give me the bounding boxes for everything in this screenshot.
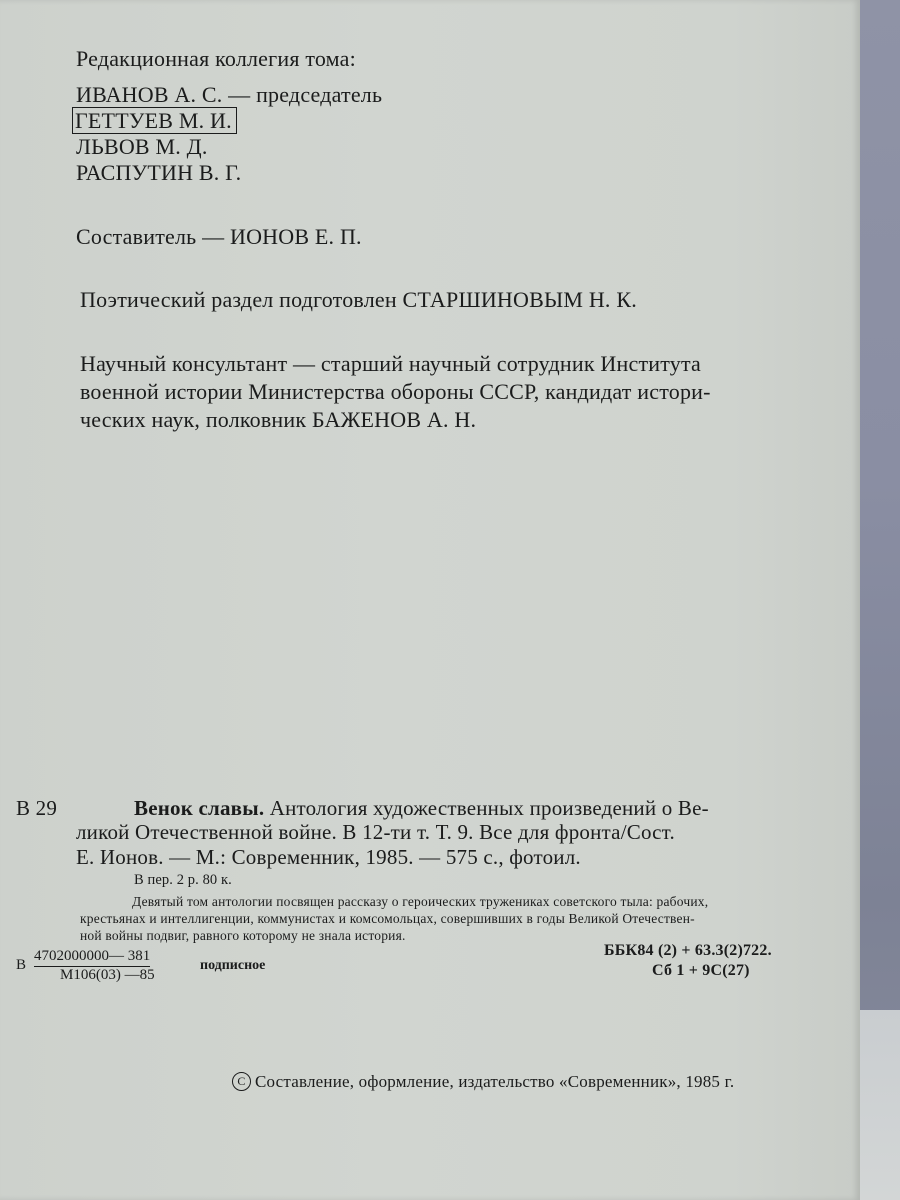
editorial-board-heading: Редакционная коллегия тома:: [76, 46, 356, 71]
catalog-line-1-rest: Антология художественных произведений о Ве-: [269, 796, 709, 820]
compiler-line: Составитель — ИОНОВ Е. П.: [76, 224, 362, 249]
copyright-line: [232, 1072, 734, 1093]
mourning-frame: ГЕТТУЕВ М. И.: [72, 107, 237, 134]
catalog-code-denominator: М106(03) —85: [60, 967, 155, 983]
bbk-line-1: ББК84 (2) + 63.3(2)722.: [604, 942, 772, 959]
copyright-text: Составление, оформление, издательство «Современник», 1985 г.: [255, 1072, 735, 1091]
cover-edge-lower: [860, 1010, 900, 1200]
consultant-line: ческих наук, полковник БАЖЕНОВ А. Н.: [80, 407, 477, 432]
board-member-chair: ИВАНОВ А. С. — председатель: [76, 82, 383, 107]
consultant-line: военной истории Министерства обороны СССР, кандидат истори-: [80, 379, 711, 404]
catalog-line-1: [134, 796, 709, 821]
catalog-line-2: ликой Отечественной войне. В 12-ти т. Т. 9. Все для фронта/Сост.: [76, 820, 675, 844]
catalog-code-note: подписное: [200, 958, 266, 973]
catalog-code-numerator: 4702000000— 381: [34, 948, 150, 967]
annotation-line: крестьянах и интеллигенции, коммунистах и комсомольцах, совершивших в годы Великой Отечествен-: [80, 911, 695, 926]
catalog-line-3: Е. Ионов. — М.: Современник, 1985. — 575 с., фотоил.: [76, 845, 581, 869]
board-member-boxed: [76, 108, 237, 134]
consultant-line: Научный консультант — старший научный сотрудник Института: [80, 351, 701, 376]
book-title: Венок славы.: [134, 796, 265, 820]
board-member: РАСПУТИН В. Г.: [76, 160, 242, 185]
catalog-code-letter: В: [16, 957, 27, 973]
copyright-icon: C: [232, 1072, 251, 1091]
poetry-section-line: Поэтический раздел подготовлен СТАРШИНОВЫМ Н. К.: [80, 287, 637, 312]
bbk-line-2: Сб 1 + 9С(27): [652, 962, 750, 979]
catalog-price: В пер. 2 р. 80 к.: [134, 872, 232, 888]
board-member: ЛЬВОВ М. Д.: [76, 134, 208, 159]
catalog-index: В 29: [16, 796, 58, 820]
annotation-line: ной войны подвиг, равного которому не знала история.: [80, 928, 406, 943]
book-cover-edge: [860, 0, 900, 1200]
annotation-line: Девятый том антологии посвящен рассказу о героических тружениках советского тыла: рабочих,: [132, 894, 709, 909]
